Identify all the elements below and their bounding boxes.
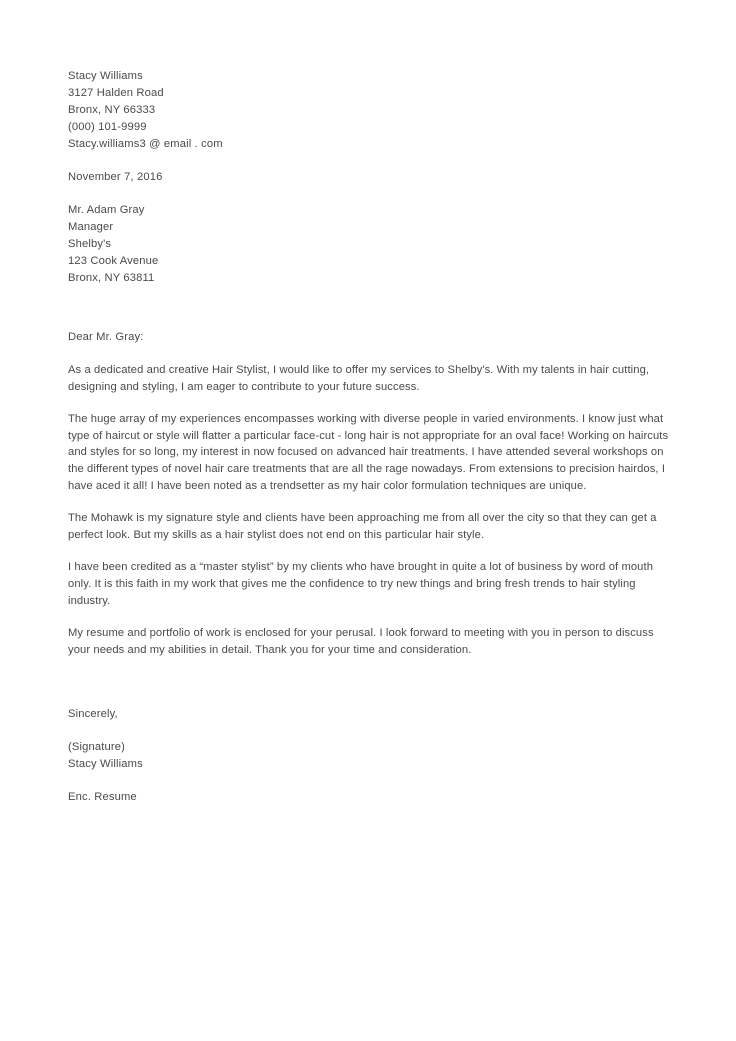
paragraph-2: The huge array of my experiences encompasses working with diverse people in varied environments. I know just what type of haircut or style will flatter a particular face-cut - long hair is not appropriate for an oval face! Working on haircuts and styles for so long, my interest in now focused on advanced hair treatments. I have attended several workshops on the different types of novel hair care treatments that are all the rage nowadays. From extensions to precision hairdos, I have aced it all! I have been noted as a trendsetter as my hair color formulation techniques are unique. <box>68 413 669 492</box>
paragraph-4: I have been credited as a “master stylist” by my clients who have brought in quite a lot of business by word of mouth only. It is this faith in my work that gives me the confidence to try new things and bring fresh trends to hair styling industry. <box>68 561 654 607</box>
sender-address-block <box>68 68 672 153</box>
enclosure-note: Enc. Resume <box>68 791 137 804</box>
signature-placeholder: (Signature) <box>68 741 125 754</box>
recipient-company: Shelby's <box>68 238 112 250</box>
sender-email: Stacy.williams3 @ email . com <box>68 138 223 150</box>
recipient-street: 123 Cook Avenue <box>68 255 159 267</box>
sender-street: 3127 Halden Road <box>68 87 164 99</box>
recipient-title: Manager <box>68 221 114 233</box>
recipient-name: Mr. Adam Gray <box>68 204 145 216</box>
paragraph-5: My resume and portfolio of work is enclosed for your perusal. I look forward to meeting with you in person to discuss your needs and my abilities in detail. Thank you for your time and consideration. <box>68 627 654 656</box>
valediction: Sincerely, <box>68 708 118 721</box>
paragraph-3: The Mohawk is my signature style and clients have been approaching me from all over the city so that they can get a perfect look. But my skills as a hair stylist does not end on this particular hair style. <box>68 512 657 541</box>
letter-date: November 7, 2016 <box>68 171 163 183</box>
signer-name: Stacy Williams <box>68 758 143 771</box>
sender-name: Stacy Williams <box>68 70 143 82</box>
salutation: Dear Mr. Gray: <box>68 331 144 343</box>
paragraph-1: As a dedicated and creative Hair Stylist, I would like to offer my services to Shelby's. With my talents in hair cutting, designing and styling, I am eager to contribute to your future success. <box>68 364 650 393</box>
sender-city-state-zip: Bronx, NY 66333 <box>68 104 156 116</box>
signature-block <box>68 739 672 773</box>
sender-phone: (000) 101-9999 <box>68 121 147 133</box>
recipient-address-block <box>68 202 672 287</box>
letter-body <box>68 68 672 806</box>
letter-paragraphs <box>68 362 672 658</box>
recipient-city-state-zip: Bronx, NY 63811 <box>68 272 155 284</box>
